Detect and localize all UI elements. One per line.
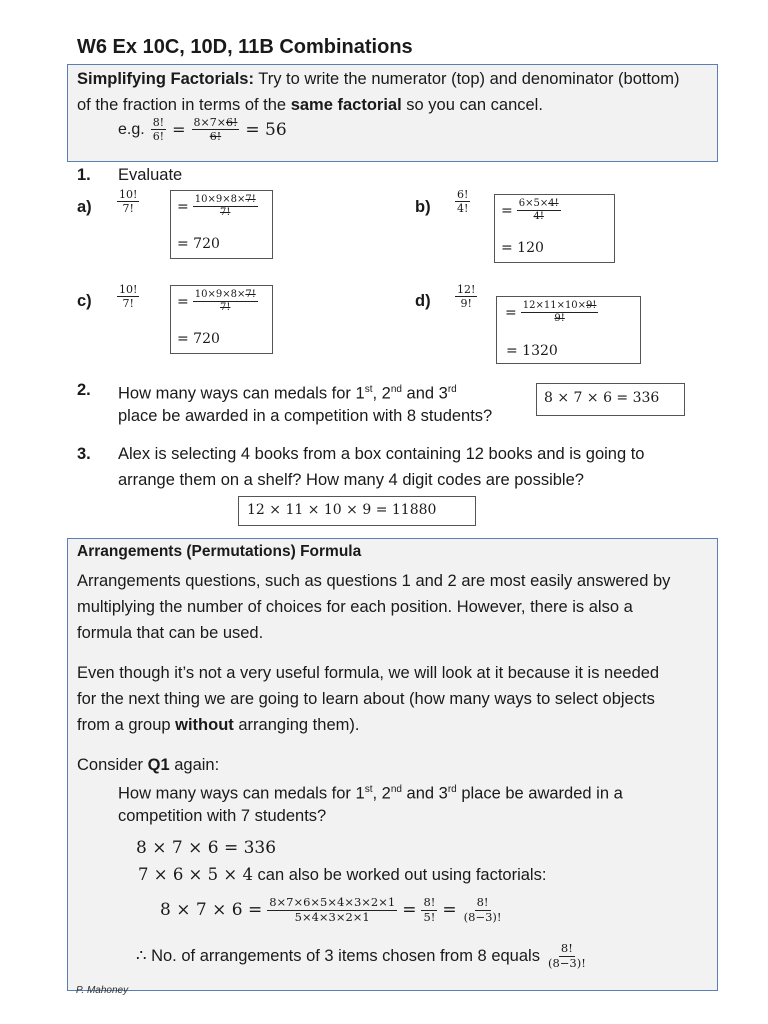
intro-text-2b: same factorial: [290, 96, 402, 114]
intro-line-1: [77, 66, 679, 92]
q1b-result: = 120: [501, 240, 544, 256]
q1b-label: b): [415, 198, 431, 216]
q1a-fraction: $\frac{10!}{7!}$: [119, 188, 138, 216]
q1a-result: = 720: [177, 236, 220, 252]
formula-p1-line-1: Arrangements questions, such as questions 1 and 2 are most easily answered by: [77, 572, 671, 590]
intro-heading: Simplifying Factorials:: [77, 70, 254, 88]
q1d-working: = $\frac{12\times 11\times 10\times 9!}{9!}$: [505, 300, 597, 324]
intro-text-2a: of the fraction in terms of the: [77, 96, 291, 114]
q1d-label: d): [415, 292, 431, 310]
consider-line: Consider Q1 again:: [77, 756, 220, 774]
equation-2: 7 × 6 × 5 × 4 can also be worked out using factorials:: [138, 865, 547, 884]
example-result: = 56: [245, 119, 287, 140]
q1-number: 1.: [77, 166, 91, 184]
formula-p1-line-3: formula that can be used.: [77, 624, 264, 642]
q1-text: Evaluate: [118, 166, 183, 184]
example-fraction-2: $\frac{8\times 7\times 6!}{6!}$: [193, 116, 238, 144]
formula-p2-line-1: Even though it’s not a very useful formula, we will look at it because it is needed: [77, 664, 660, 682]
q1c-result: = 720: [177, 331, 220, 347]
formula-p2-line-2: for the next thing we are going to learn about (how many ways to select objects: [77, 690, 655, 708]
q1b-fraction: $\frac{6!}{4!}$: [457, 188, 469, 216]
equals-sign: =: [172, 120, 186, 140]
q1c-label: c): [77, 292, 92, 310]
q2-number: 2.: [77, 381, 91, 399]
q3-line-2: arrange them on a shelf? How many 4 digit codes are possible?: [118, 471, 584, 489]
q1c-fraction: $\frac{10!}{7!}$: [119, 283, 138, 311]
conclusion: ∴ No. of arrangements of 3 items chosen from 8 equals $\frac{8!}{(8-3)!}$: [136, 941, 586, 970]
formula-question-line-2: competition with 7 students?: [118, 807, 327, 825]
formula-p2-line-3: from a group without arranging them).: [77, 716, 360, 734]
q1c-working: = $\frac{10\times 9\times 8\times 7!}{7!}$: [177, 289, 256, 313]
q3-number: 3.: [77, 445, 91, 463]
intro-example: [118, 116, 287, 143]
q2-answer: 8 × 7 × 6 = 336: [544, 390, 660, 406]
equation-1: 8 × 7 × 6 = 336: [136, 838, 277, 858]
formula-heading: Arrangements (Permutations) Formula: [77, 543, 362, 560]
q2-line-1: How many ways can medals for 1st, 2nd and 3rd: [118, 384, 457, 403]
intro-line-2: [77, 92, 543, 118]
q1a-label: a): [77, 198, 92, 216]
q3-answer: 12 × 11 × 10 × 9 = 11880: [247, 502, 437, 518]
q3-line-1: Alex is selecting 4 books from a box containing 12 books and is going to: [118, 445, 645, 463]
footer-author: P. Mahoney: [76, 985, 129, 996]
q1b-working: = $\frac{6\times 5\times 4!}{4!}$: [501, 198, 559, 222]
page-title: W6 Ex 10C, 10D, 11B Combinations: [77, 36, 413, 58]
formula-p1-line-2: multiplying the number of choices for each position. However, there is also a: [77, 598, 633, 616]
intro-text-2c: so you can cancel.: [401, 96, 543, 114]
equation-3: 8 × 7 × 6 = $\frac{8\times 7\times 6\times 5\times 4\times 3\times 2\times 1}{5\times 4\times 3\times 2\times 1}$ = $\frac{8!}{5!}$ = $\frac{8!}{(8-3)!}$: [160, 895, 502, 924]
q1d-result: = 1320: [506, 343, 558, 359]
intro-text-1: Try to write the numerator (top) and denominator (bottom): [253, 70, 680, 88]
q2-line-2: place be awarded in a competition with 8 students?: [118, 407, 493, 425]
example-fraction-1: $\frac{8!}{6!}$: [152, 116, 165, 144]
q1d-fraction: $\frac{12!}{9!}$: [457, 283, 476, 311]
formula-question-line-1: How many ways can medals for 1st, 2nd and 3rd place be awarded in a: [118, 784, 623, 803]
example-label: e.g.: [118, 120, 145, 138]
q1a-working: = $\frac{10\times 9\times 8\times 7!}{7!}$: [177, 194, 256, 218]
